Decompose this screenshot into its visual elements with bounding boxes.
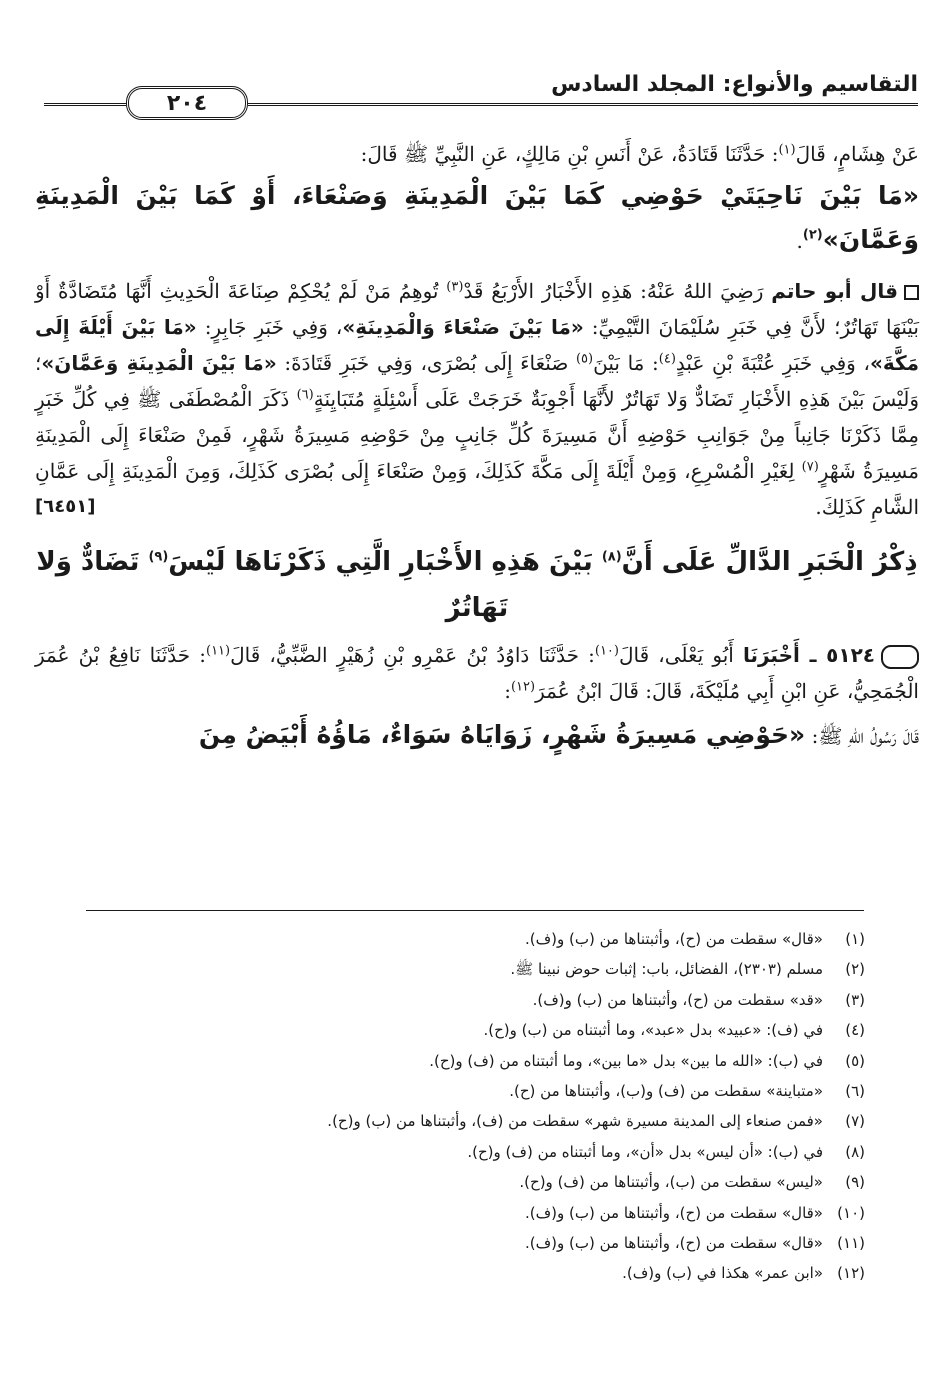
footnote-ref[interactable]: (٩)	[148, 549, 169, 565]
footnote-item: (٤) في (ف): «عبيد» بدل «عبد»، وما أثبتناه من (ب) و(ح).	[483, 1021, 865, 1040]
page-number-frame	[126, 86, 248, 120]
footnote-ref[interactable]: (٢)	[802, 227, 823, 243]
hadith-text: «مَا بَيْنَ نَاحِيَتَيْ حَوْضِي كَمَا بَيْنَ الْمَدِينَةِ وَصَنْعَاءَ، أَوْ كَمَا بَيْنَ الْمَدِينَةِ وَعَمَّانَ»$^{(٢)}$.	[35, 181, 919, 254]
entry-number: ٥١٢٤ ـ أَخْبَرَنَا	[742, 643, 875, 667]
footnote-separator	[86, 910, 864, 911]
footnote-item: (٧) «فمن صنعاء إلى المدينة مسيرة شهر» سقطت من (ف)، وأثبتناها من (ب) و(ح).	[327, 1112, 865, 1131]
header-rule	[248, 103, 918, 106]
footnote-ref[interactable]: (١١)	[206, 643, 231, 659]
footnote-ref[interactable]: (٤)	[658, 351, 676, 367]
commentary-speaker: قال أبو حاتم	[771, 279, 899, 303]
footnote-item: (١٠) «قال» سقطت من (ح)، وأثبتناها من (ب) و(ف).	[524, 1203, 865, 1222]
hadith-text-2: قَالَ رَسُولُ اللهِ ﷺ: «حَوْضِي مَسِيرَةُ شَهْرٍ، زَوَايَاهُ سَوَاءٌ، مَاؤُهُ أَبْيَضُ مِنَ	[198, 720, 919, 749]
footnote-ref[interactable]: (١٢)	[510, 679, 536, 695]
footnote-ref[interactable]: (٧)	[801, 459, 819, 475]
footnote-item: (٨) في (ب): «أن ليس» بدل «أن»، وما أثبتناه من (ف) و(ح).	[467, 1142, 865, 1161]
footnote-ref[interactable]: (٦)	[296, 387, 314, 403]
footnote-item: (١١) «قال» سقطت من (ح)، وأثبتناها من (ب) و(ف).	[524, 1234, 865, 1253]
main-text	[35, 136, 919, 768]
footnote-item: (٦) «متباينة» سقطت من (ف) و(ب)، وأثبتناها من (ح).	[509, 1082, 865, 1101]
hadith-entry: ٥١٢٤ ـ أَخْبَرَنَا أَبُو يَعْلَى، قَالَ$^{(١٠)}$: حَدَّثَنَا دَاوُدُ بْنُ عَمْرِو بْنِ زُهَيْرٍ الضَّبِّيُّ، قَالَ$^{(١١)}$: حَدَّثَنَا نَافِعُ بْنُ عُمَرَ الْجُمَحِيُّ، عَنِ ابْنِ أَبِي مُلَيْكَةَ، قَالَ: قَالَ ابْنُ عُمَرَ$^{(١٢)}$:	[35, 643, 919, 703]
footnote-item: (١) «قال» سقطت من (ح)، وأثبتناها من (ب) و(ف).	[524, 930, 865, 948]
footnote-ref[interactable]: (١)	[778, 142, 796, 158]
reference-number: [٦٤٥١]	[35, 496, 96, 517]
header-rule-left	[44, 103, 126, 106]
isnad-line: عَنْ هِشَامٍ، قَالَ$^{(١)}$: حَدَّثَنَا قَتَادَةُ، عَنْ أَنَسِ بْنِ مَالِكٍ، عَنِ النَّبِيِّ ﷺ قَالَ:	[360, 142, 919, 166]
running-title: التقاسيم والأنواع: المجلد السادس	[551, 72, 918, 97]
page-number: ٢٠٤	[166, 90, 208, 116]
commentary-paragraph: قال أبو حاتم رَضِيَ اللهُ عَنْهُ: هَذِهِ الأَخْبَارُ الأَرْبَعُ قَدْ$^{(٣)}$ تُوهِمُ مَنْ لَمْ يُحْكِمْ صِنَاعَةَ الْحَدِيثِ أَنَّهَا مُتَضَادَّةٌ أَوْ بَيْنَهَا تَهَاتُرٌ؛ لأَنَّ فِي خَبَرِ سُلَيْمَانَ التَّيْمِيِّ: «مَا بَيْنَ صَنْعَاءَ وَالْمَدِينَةِ»، وَفِي خَبَرِ جَابِرٍ: «مَا بَيْنَ أَيْلَةَ إِلَى مَكَّةَ»، وَفِي خَبَرِ عُتْبَةَ بْنِ عَبْدٍ$^{(٤)}$: مَا بَيْنَ$^{(٥)}$ صَنْعَاءَ إِلَى بُصْرَى، وَفِي خَبَرِ قَتَادَةَ: «مَا بَيْنَ الْمَدِينَةِ وَعَمَّانَ»؛ وَلَيْسَ بَيْنَ هَذِهِ الأَخْبَارِ تَضَادٌّ وَلا تَهَاتُرٌ لأَنَّهَا أَجْوِبَةٌ خَرَجَتْ عَلَى أَسْئِلَةٍ مُتَبَايِنَةٍ$^{(٦)}$ ذَكَرَ الْمُصْطَفَى ﷺ فِي كُلِّ خَبَرٍ مِمَّا ذَكَرْنَا جَانِباً مِنْ جَوَانِبِ حَوْضِهِ أَنَّ مَسِيرَةَ كُلِّ جَانِبٍ مِنْ حَوْضِهِ مَسِيرَةُ شَهْرٍ، فَمِنْ صَنْعَاءَ إِلَى الْمَدِينَةِ مَسِيرَةُ شَهْرٍ$^{(٧)}$ لِغَيْرِ الْمُسْرِعِ، وَمِنْ أَيْلَةَ إِلَى مَكَّةَ كَذَلِكَ، وَمِنْ صَنْعَاءَ إِلَى بُصْرَى كَذَلِكَ، وَمِنَ الْمَدِينَةِ إِلَى عَمَّانِ الشَّامِ كَذَلِكَ.	[35, 279, 919, 519]
footnote-item: (٩) «ليس» سقطت من (ب)، وأثبتناها من (ف) و(ح).	[519, 1173, 865, 1192]
square-marker-icon	[904, 285, 919, 300]
hadith-marker-icon	[881, 645, 919, 669]
footnote-item: (٣) «قد» سقطت من (ح)، وأثبتناها من (ب) و(ف).	[532, 990, 865, 1009]
footnote-item: (٥) في (ب): «الله ما بين» بدل «ما بين»، وما أثبتناه من (ف) و(ح).	[429, 1051, 865, 1070]
footnote-ref[interactable]: (٥)	[575, 351, 594, 367]
footnotes	[65, 924, 865, 1289]
footnote-ref[interactable]: (٨)	[601, 549, 622, 565]
footnote-item: (٢) مسلم (٢٣٠٣)، الفضائل، باب: إثبات حوض نبينا ﷺ.	[510, 960, 865, 979]
page-header	[34, 72, 918, 122]
footnote-item: (١٢) «ابن عمر» هكذا في (ب) و(ف).	[622, 1264, 865, 1283]
footnote-ref[interactable]: (١٠)	[594, 643, 619, 659]
footnote-ref[interactable]: (٣)	[446, 279, 464, 295]
section-heading: ذِكْرُ الْخَبَرِ الدَّالِّ عَلَى أَنَّ$^{(٨)}$ بَيْنَ هَذِهِ الأَخْبَارِ الَّتِي ذَكَرْنَاهَا لَيْسَ$^{(٩)}$ تَضَادٌّ وَلا تَهَاتُرٌ	[36, 547, 918, 623]
